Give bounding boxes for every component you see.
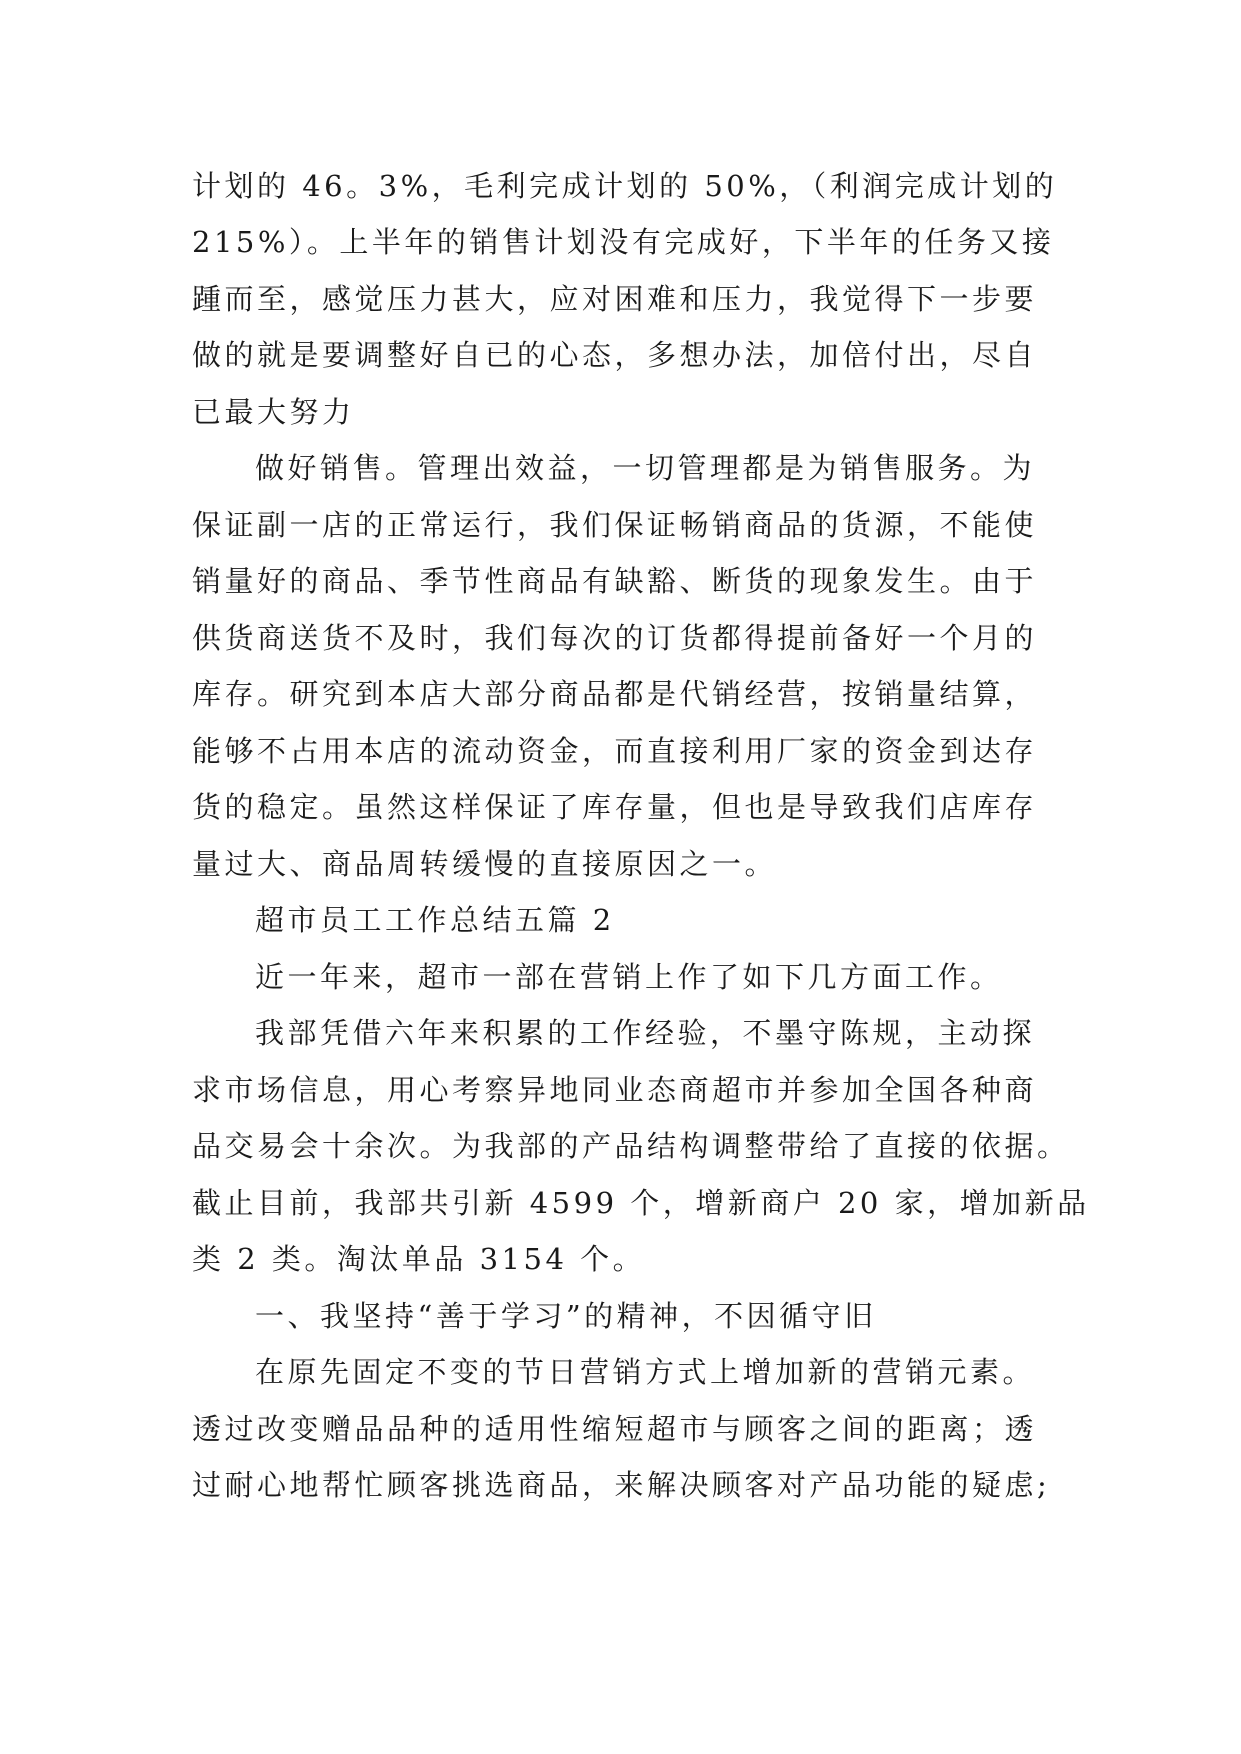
text-line: 品交易会十余次。为我部的产品结构调整带给了直接的依据。 <box>192 1129 1070 1163</box>
paragraph-first-line: 我部凭借六年来积累的工作经验，不墨守陈规，主动探 <box>255 1016 1036 1050</box>
text-line: 销量好的商品、季节性商品有缺豁、断货的现象发生。由于 <box>192 564 1038 598</box>
text-line: 过耐心地帮忙顾客挑选商品，来解决顾客对产品功能的疑虑; <box>192 1468 1051 1502</box>
text-line: 已最大努力 <box>192 395 355 429</box>
paragraph-first-line: 在原先固定不变的节日营销方式上增加新的营销元素。 <box>255 1355 1036 1389</box>
section-heading: 超市员工工作总结五篇 2 <box>255 903 615 937</box>
paragraph-first-line: 近一年来，超市一部在营销上作了如下几方面工作。 <box>255 960 1003 994</box>
text-line: 截止目前，我部共引新 4599 个，增新商户 20 家，增加新品 <box>192 1186 1090 1220</box>
text-line: 透过改变赠品品种的适用性缩短超市与顾客之间的距离；透 <box>192 1412 1038 1446</box>
text-line: 库存。研究到本店大部分商品都是代销经营，按销量结算， <box>192 677 1038 711</box>
text-line: 215%）。上半年的销售计划没有完成好，下半年的任务又接 <box>192 225 1055 259</box>
text-line: 做的就是要调整好自已的心态，多想办法，加倍付出，尽自 <box>192 338 1038 372</box>
text-line: 计划的 46。3%，毛利完成计划的 50%，（利润完成计划的 <box>192 169 1058 203</box>
text-line: 货的稳定。虽然这样保证了库存量，但也是导致我们店库存 <box>192 790 1038 824</box>
text-line: 保证副一店的正常运行，我们保证畅销商品的货源，不能使 <box>192 508 1038 542</box>
text-line: 量过大、商品周转缓慢的直接原因之一。 <box>192 847 778 881</box>
text-line: 求市场信息，用心考察异地同业态商超市并参加全国各种商 <box>192 1073 1038 1107</box>
subsection-heading: 一、我坚持“善于学习”的精神，不因循守旧 <box>255 1299 877 1333</box>
text-line: 供货商送货不及时，我们每次的订货都得提前备好一个月的 <box>192 621 1038 655</box>
text-line: 踵而至，感觉压力甚大，应对困难和压力，我觉得下一步要 <box>192 282 1038 316</box>
paragraph-first-line: 做好销售。管理出效益，一切管理都是为销售服务。为 <box>255 451 1036 485</box>
text-line: 类 2 类。淘汰单品 3154 个。 <box>192 1242 646 1276</box>
text-line: 能够不占用本店的流动资金，而直接利用厂家的资金到达存 <box>192 734 1038 768</box>
